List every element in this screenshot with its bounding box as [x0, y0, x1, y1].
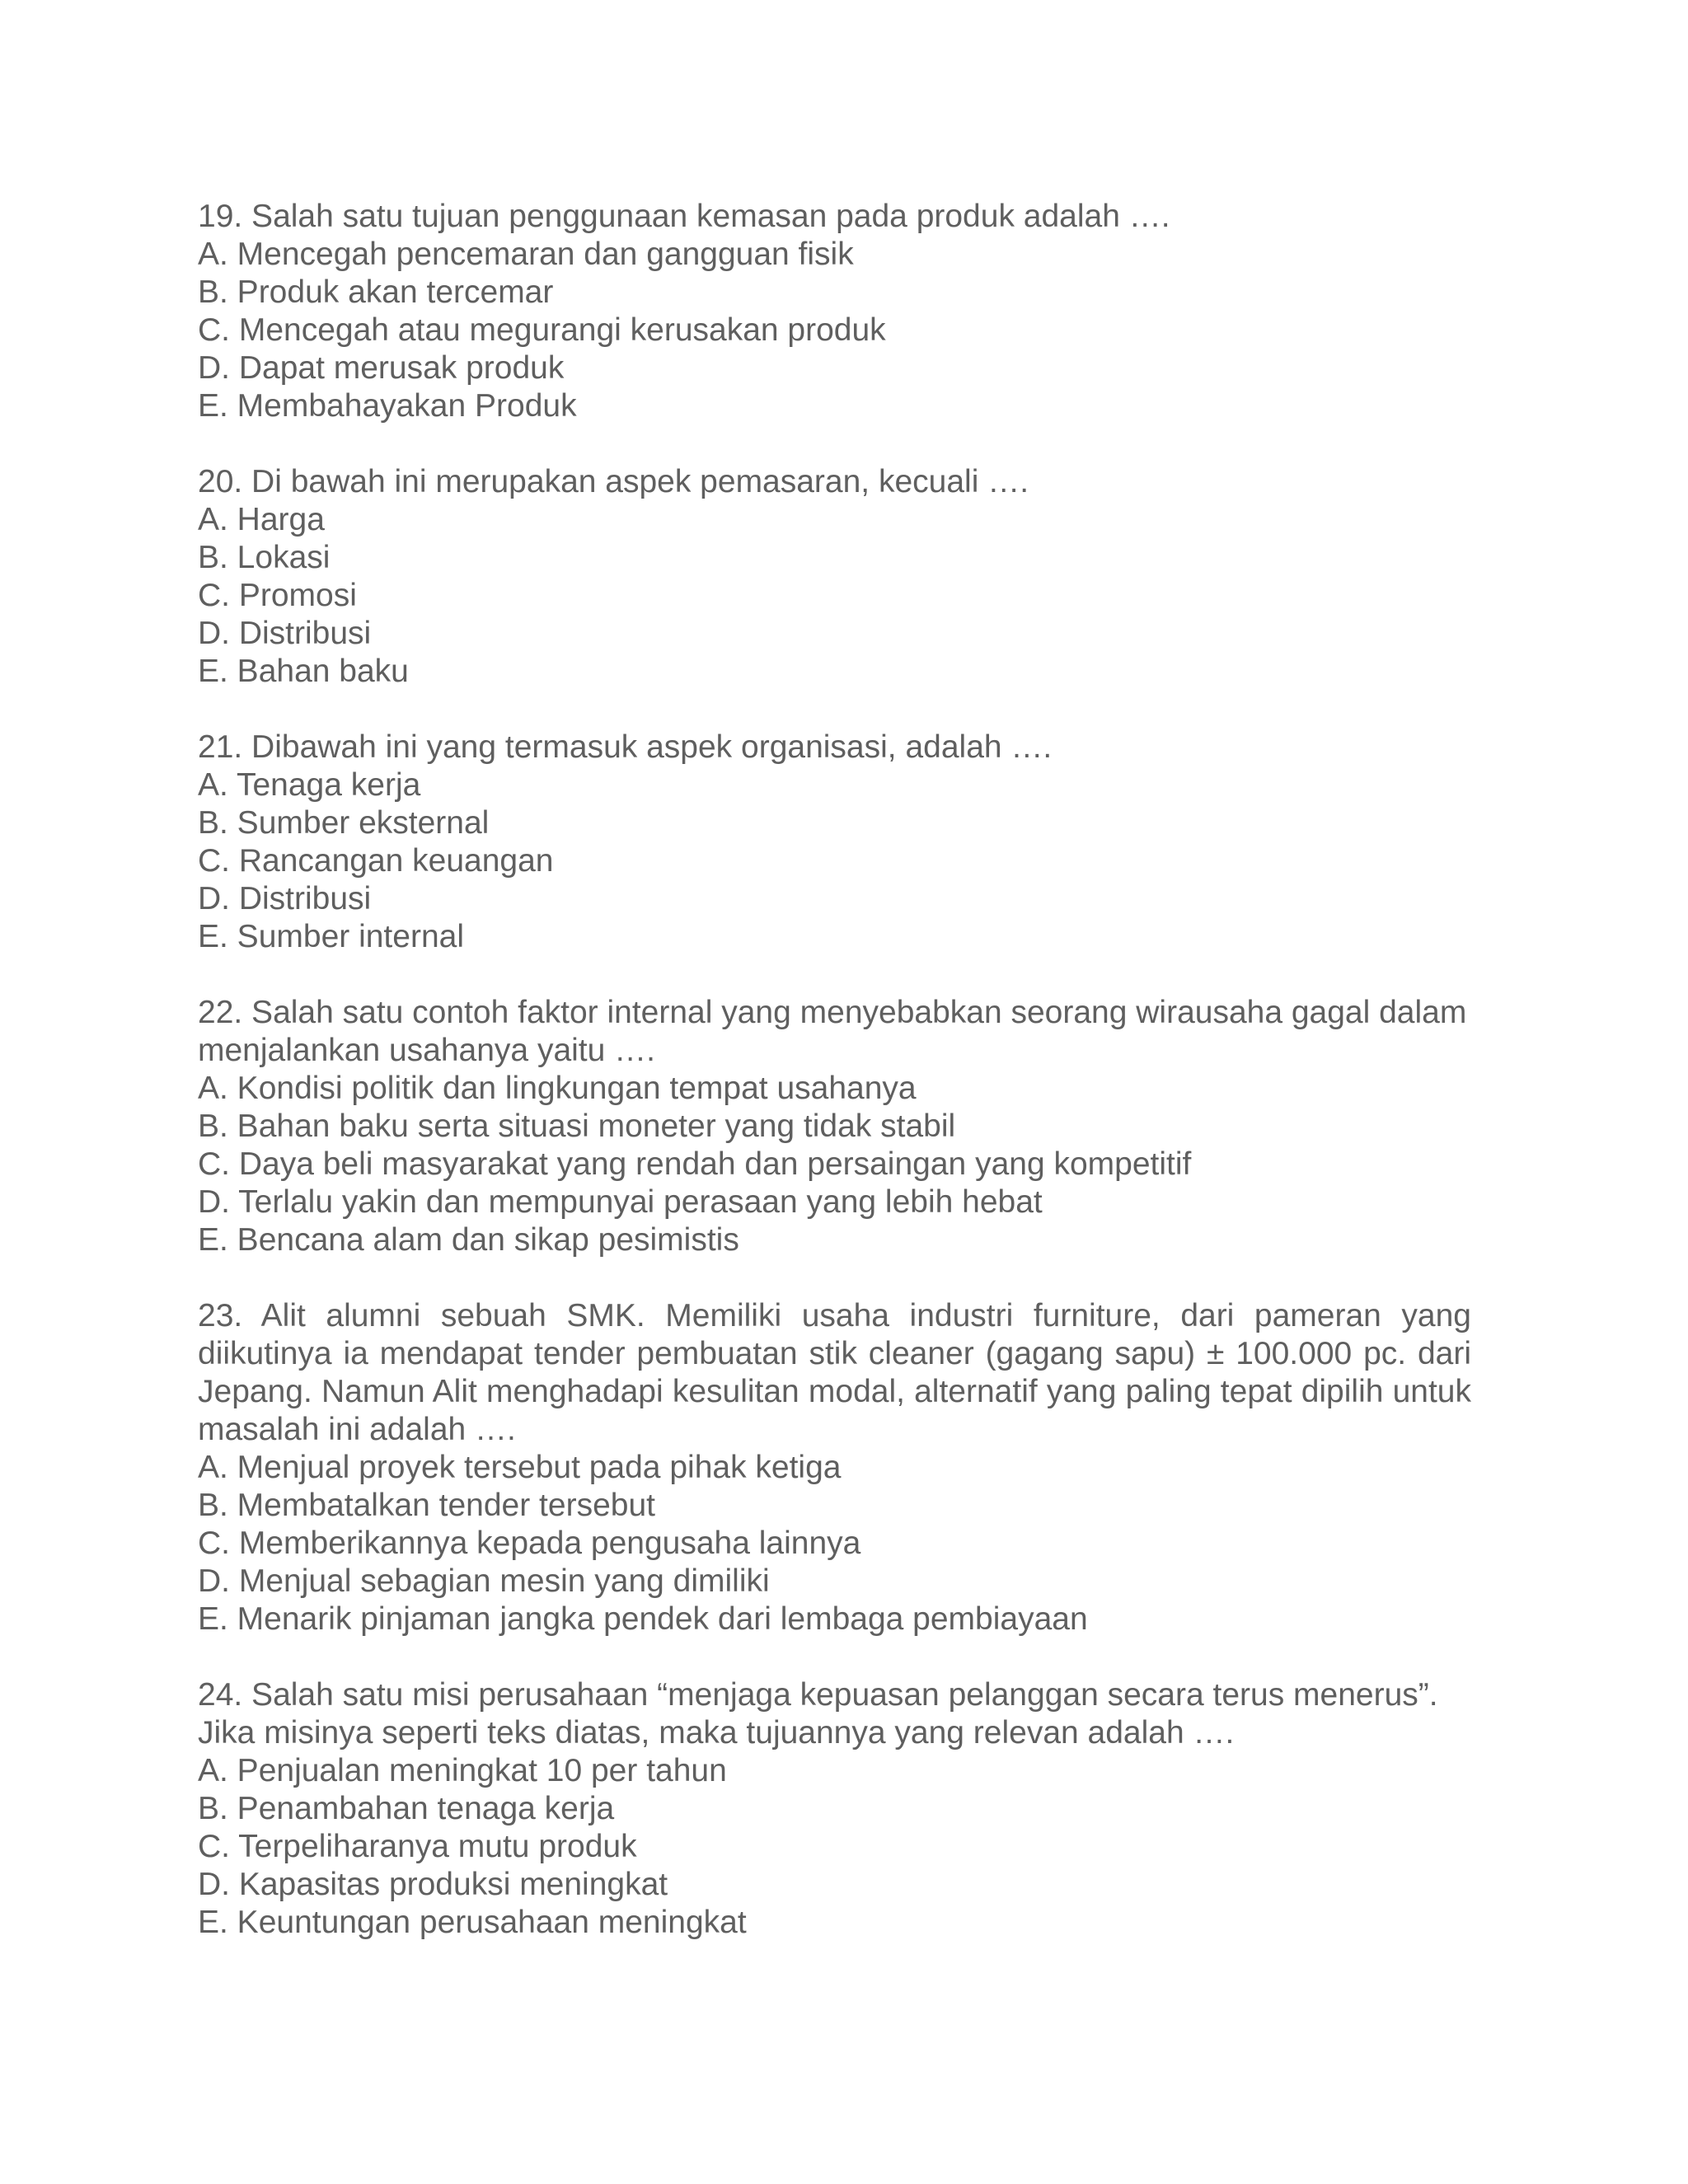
- option-c: C. Memberikannya kepada pengusaha lainnya: [198, 1526, 861, 1561]
- option-c: C. Rancangan keuangan: [198, 843, 554, 879]
- option-a: A. Menjual proyek tersebut pada pihak ketiga: [198, 1450, 842, 1485]
- question-21: [198, 729, 1471, 956]
- option-c: C. Mencegah atau megurangi kerusakan produk: [198, 312, 886, 348]
- options-list: [198, 236, 1471, 425]
- question-19: [198, 198, 1471, 425]
- question-22: [198, 994, 1471, 1259]
- option-d: D. Kapasitas produksi meningkat: [198, 1867, 668, 1902]
- option-b: B. Bahan baku serta situasi moneter yang tidak stabil: [198, 1108, 956, 1144]
- option-b: B. Penambahan tenaga kerja: [198, 1791, 615, 1826]
- option-a: A. Penjualan meningkat 10 per tahun: [198, 1753, 727, 1788]
- option-e: E. Bencana alam dan sikap pesimistis: [198, 1222, 739, 1258]
- option-b: B. Sumber eksternal: [198, 805, 490, 841]
- option-c: C. Daya beli masyarakat yang rendah dan persaingan yang kompetitif: [198, 1146, 1192, 1182]
- question-stem: 20. Di bawah ini merupakan aspek pemasaran, kecuali ….: [198, 464, 1029, 499]
- option-d: D. Terlalu yakin dan mempunyai perasaan yang lebih hebat: [198, 1184, 1043, 1220]
- option-d: D. Dapat merusak produk: [198, 350, 565, 386]
- option-e: E. Membahayakan Produk: [198, 388, 577, 424]
- question-stem: 21. Dibawah ini yang termasuk aspek organisasi, adalah ….: [198, 729, 1053, 765]
- option-b: B. Membatalkan tender tersebut: [198, 1488, 655, 1523]
- option-c: C. Terpeliharanya mutu produk: [198, 1829, 637, 1864]
- options-list: [198, 501, 1471, 691]
- options-list: [198, 1070, 1471, 1259]
- options-list: [198, 766, 1471, 956]
- document-page: [198, 198, 1471, 1942]
- question-stem: 19. Salah satu tujuan penggunaan kemasan pada produk adalah ….: [198, 199, 1170, 234]
- option-d: D. Distribusi: [198, 881, 372, 916]
- options-list: [198, 1449, 1471, 1638]
- options-list: [198, 1752, 1471, 1942]
- option-d: D. Menjual sebagian mesin yang dimiliki: [198, 1563, 770, 1599]
- option-e: E. Menarik pinjaman jangka pendek dari lembaga pembiayaan: [198, 1601, 1088, 1637]
- question-24: [198, 1676, 1471, 1942]
- option-b: B. Produk akan tercemar: [198, 274, 554, 310]
- option-a: A. Tenaga kerja: [198, 767, 421, 803]
- option-e: E. Keuntungan perusahaan meningkat: [198, 1905, 747, 1940]
- question-stem: 24. Salah satu misi perusahaan “menjaga kepuasan pelanggan secara terus menerus”. Jika misinya seperti teks diatas, maka tujuannya yang relevan adalah ….: [198, 1677, 1438, 1750]
- option-a: A. Harga: [198, 502, 325, 537]
- option-e: E. Bahan baku: [198, 654, 409, 689]
- question-stem: 22. Salah satu contoh faktor internal yang menyebabkan seorang wirausaha gagal dalam menjalankan usahanya yaitu ….: [198, 995, 1467, 1068]
- option-c: C. Promosi: [198, 578, 357, 613]
- question-stem: 23. Alit alumni sebuah SMK. Memiliki usaha industri furniture, dari pameran yang diikutinya ia mendapat tender pembuatan stik cleaner (gagang sapu) ± 100.000 pc. dari Jepang. Namun Alit menghadapi kesulitan modal, alternatif yang paling tepat dipilih untuk masalah ini adalah ….: [198, 1298, 1471, 1447]
- option-d: D. Distribusi: [198, 616, 372, 651]
- option-e: E. Sumber internal: [198, 919, 464, 954]
- question-23: [198, 1297, 1471, 1638]
- option-b: B. Lokasi: [198, 540, 331, 575]
- option-a: A. Kondisi politik dan lingkungan tempat usahanya: [198, 1071, 917, 1106]
- option-a: A. Mencegah pencemaran dan gangguan fisik: [198, 237, 854, 272]
- question-20: [198, 463, 1471, 691]
